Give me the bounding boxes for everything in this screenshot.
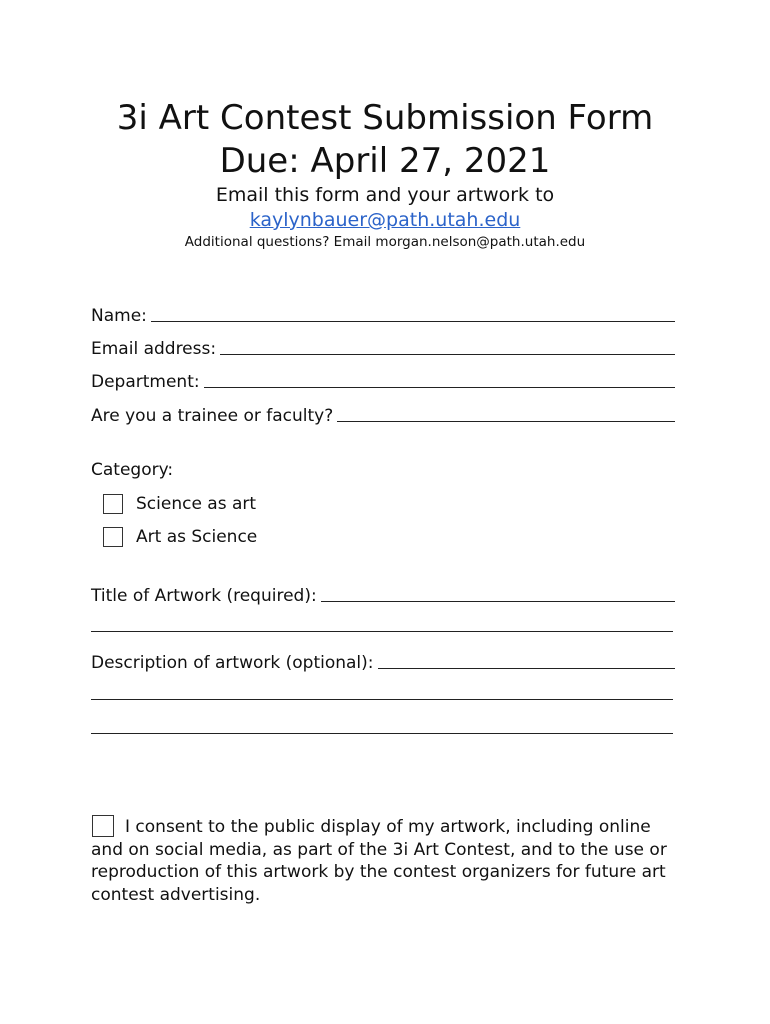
category-label: Category: [91, 460, 174, 480]
form-title: 3i Art Contest Submission Form [116, 98, 654, 138]
department-field[interactable] [91, 369, 675, 393]
submission-email-link[interactable]: kaylynbauer@path.utah.edu [249, 209, 521, 231]
name-field[interactable] [91, 303, 675, 327]
artwork-description-line-2[interactable] [91, 699, 673, 700]
department-line[interactable] [204, 387, 675, 388]
artwork-title-line[interactable] [321, 601, 675, 602]
email-link-row [0, 208, 770, 232]
name-line[interactable] [151, 321, 675, 322]
email-line[interactable] [220, 354, 675, 355]
artwork-description-label: Description of artwork (optional): [91, 653, 374, 673]
artwork-description-field[interactable] [91, 650, 675, 674]
department-label: Department: [91, 372, 200, 392]
role-line[interactable] [337, 421, 675, 422]
category-option-science-as-art[interactable] [103, 493, 256, 515]
email-instruction: Email this form and your artwork to [215, 184, 555, 206]
artwork-description-line[interactable] [378, 668, 675, 669]
artwork-title-label: Title of Artwork (required): [91, 586, 317, 606]
checkbox-art-as-science[interactable] [103, 527, 123, 547]
consent-text: I consent to the public display of my artwork, including online and on social media, as part of the 3i Art Contest, and to the use or reproduction of this artwork by the contest organizers for future art contest advertising. [91, 817, 667, 905]
artwork-description-line-3[interactable] [91, 733, 673, 734]
name-label: Name: [91, 306, 147, 326]
role-field[interactable] [91, 403, 675, 427]
email-field[interactable] [91, 336, 675, 360]
additional-questions: Additional questions? Email morgan.nelson@path.utah.edu [184, 234, 586, 250]
option-label-art-as-science: Art as Science [136, 527, 258, 547]
checkbox-science-as-art[interactable] [103, 494, 123, 514]
role-label: Are you a trainee or faculty? [91, 406, 334, 426]
artwork-title-field[interactable] [91, 583, 675, 607]
artwork-title-line-2[interactable] [91, 631, 673, 632]
category-option-art-as-science[interactable] [103, 526, 257, 548]
email-label: Email address: [91, 339, 217, 359]
option-label-science-as-art: Science as art [136, 494, 257, 514]
due-date: Due: April 27, 2021 [219, 141, 551, 181]
